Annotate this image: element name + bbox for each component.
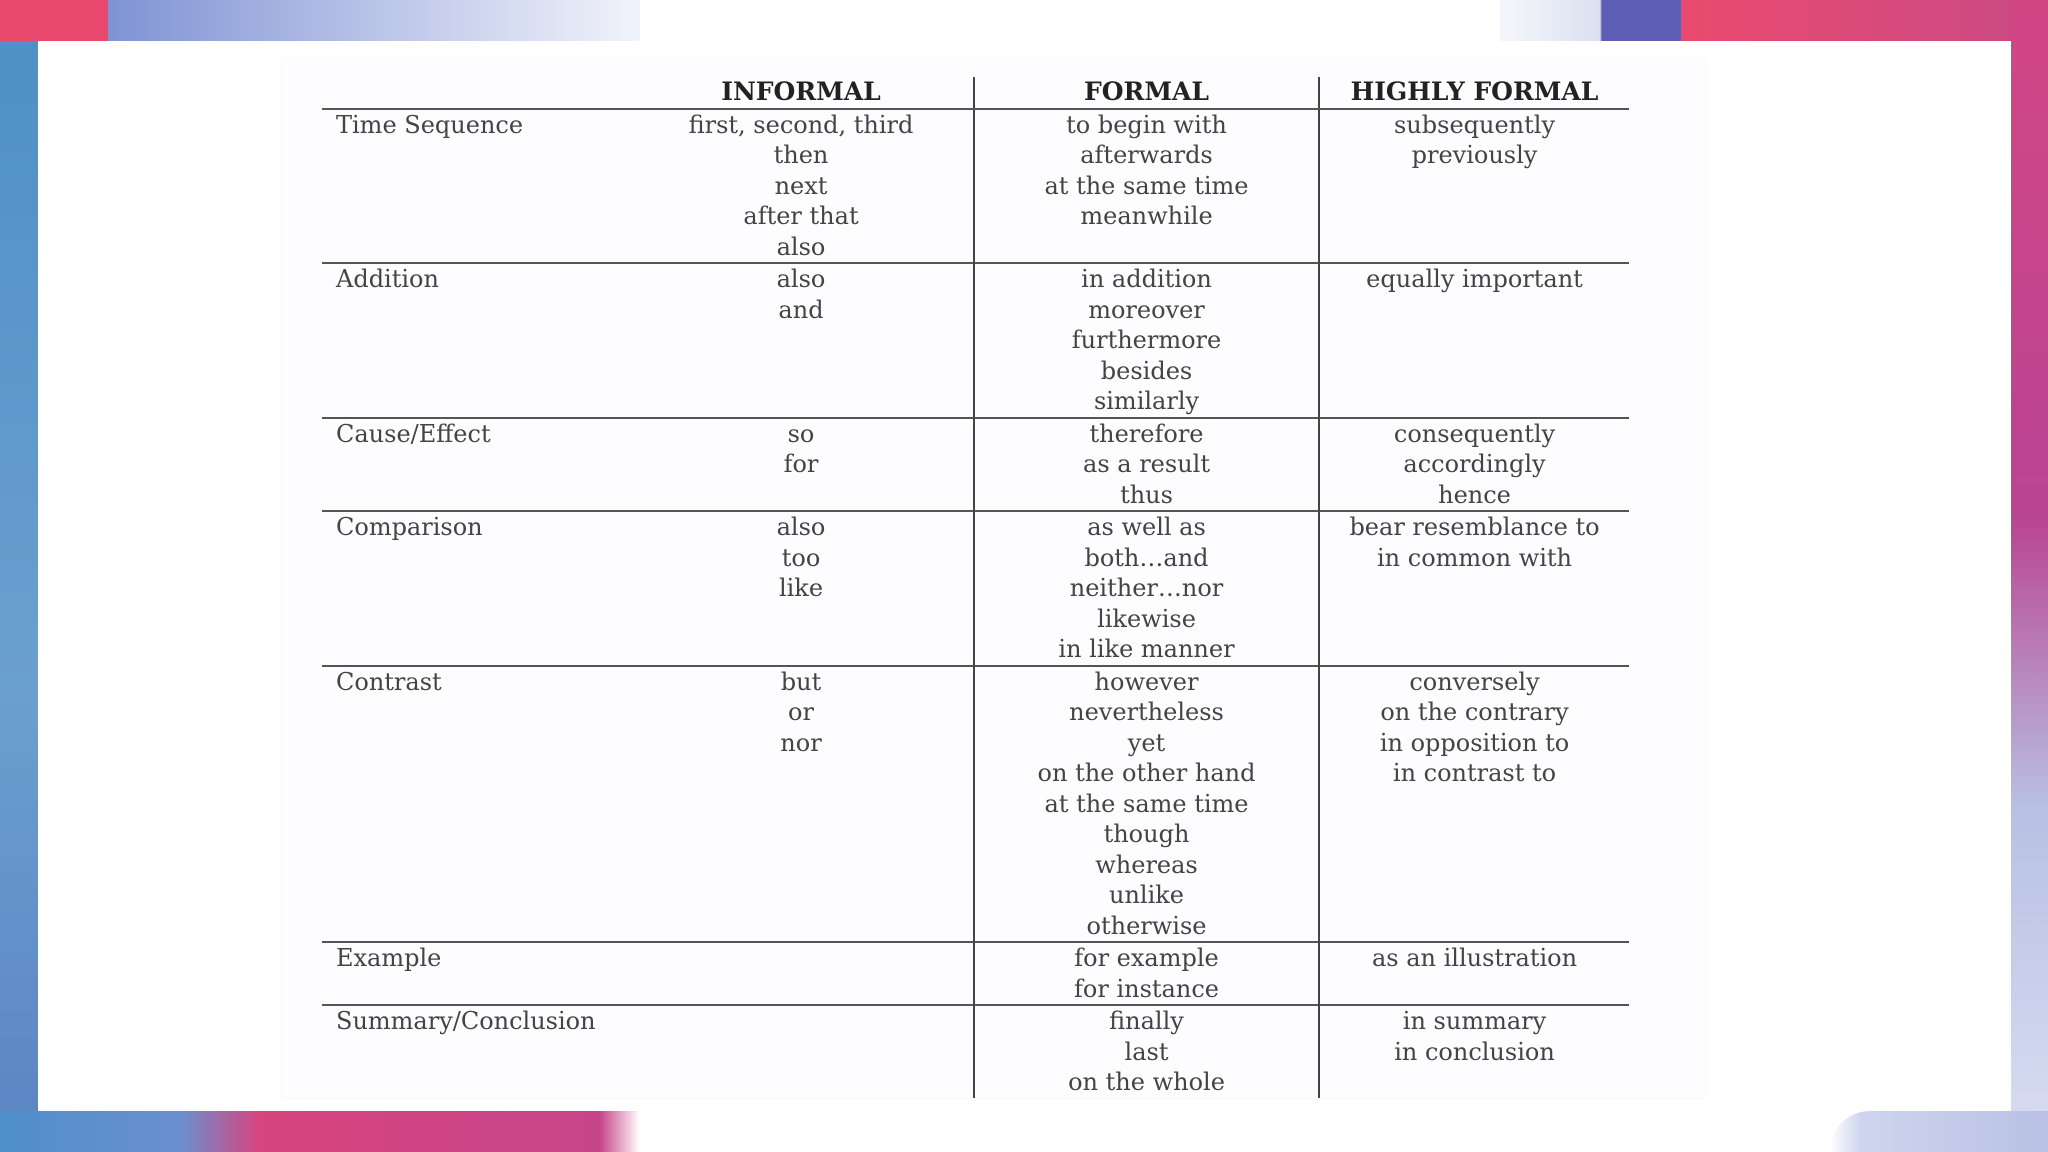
phrase: also [776,232,826,261]
informal-cell [629,109,974,264]
phrase: next [774,171,828,200]
decorative-top-right-band [1500,0,2048,41]
formal-cell [974,109,1319,264]
formal-cell [974,418,1319,512]
category-cell: Time Sequence [322,109,629,264]
decorative-left-band [0,0,40,1152]
phrase: whereas [1095,850,1198,879]
informal-cell [629,418,974,512]
phrase: nor [780,728,822,757]
table-row [322,511,1629,666]
informal-cell [629,666,974,943]
phrase: in like manner [1058,635,1235,663]
transition-words-table [322,77,1629,1098]
phrase: for [783,450,819,478]
phrase: at the same time [1044,171,1249,200]
informal-cell [629,1005,974,1098]
phrase: first, second, third [688,110,914,139]
table-row [322,109,1629,264]
phrase: besides [1100,356,1193,385]
table-row [322,418,1629,512]
header-category [322,77,629,109]
phrase: consequently [1393,419,1556,448]
phrase: therefore [1089,419,1204,448]
phrase: last [1124,1037,1169,1066]
category-cell: Addition [322,263,629,418]
header-formal: FORMAL [974,77,1319,109]
phrase: accordingly [1403,450,1546,478]
phrase: likewise [1097,604,1196,633]
decorative-top-left-band [0,0,640,41]
decorative-bottom-right-band [1830,1111,2048,1152]
phrase: too [781,543,821,572]
phrase: both…and [1084,543,1209,572]
phrase: thus [1120,480,1173,509]
phrase: similarly [1093,387,1200,415]
phrase: like [778,574,824,602]
phrase: on the whole [1068,1068,1225,1096]
table-header-row [322,77,1629,109]
phrase: in addition [1081,265,1212,293]
phrase: in contrast to [1392,759,1557,787]
phrase: in opposition to [1379,728,1570,757]
highly-formal-cell [1319,109,1629,264]
category-cell: Summary/Conclusion [322,1005,629,1098]
phrase: subsequently [1393,110,1555,139]
phrase: or [788,698,814,726]
decorative-bottom-left-band [0,1111,700,1152]
phrase: meanwhile [1080,202,1213,230]
phrase: so [787,419,815,448]
phrase: otherwise [1086,911,1207,940]
phrase: though [1103,820,1190,848]
phrase: in common with [1376,543,1573,572]
highly-formal-cell [1319,942,1629,1005]
category-cell: Cause/Effect [322,418,629,512]
phrase: also [776,513,826,541]
informal-cell [629,263,974,418]
table-row [322,942,1629,1005]
highly-formal-cell [1319,418,1629,512]
phrase: unlike [1108,881,1184,909]
informal-cell [629,942,974,1005]
highly-formal-cell [1319,1005,1629,1098]
phrase: as a result [1083,450,1210,478]
phrase: as an illustration [1371,944,1578,972]
phrase: previously [1411,141,1538,169]
phrase: furthermore [1071,326,1222,354]
header-highly-formal: HIGHLY FORMAL [1319,77,1629,109]
table-row [322,263,1629,418]
phrase: equally important [1366,265,1583,293]
phrase: and [778,295,824,324]
phrase: afterwards [1080,141,1213,169]
table-row [322,666,1629,943]
phrase: bear resemblance to [1349,513,1600,541]
phrase: yet [1127,728,1166,757]
phrase: conversely [1409,667,1540,696]
formal-cell [974,942,1319,1005]
phrase: on the other hand [1037,759,1256,787]
category-cell: Contrast [322,666,629,943]
phrase: at the same time [1044,789,1249,818]
highly-formal-cell [1319,666,1629,943]
phrase: finally [1109,1007,1184,1035]
category-cell: Comparison [322,511,629,666]
informal-cell [629,511,974,666]
category-cell: Example [322,942,629,1005]
phrase: for example [1074,944,1219,972]
table-row [322,1005,1629,1098]
decorative-right-band [2011,0,2048,1152]
phrase: also [776,265,826,293]
phrase: neither…nor [1069,574,1224,602]
phrase: however [1094,667,1199,696]
header-informal: INFORMAL [629,77,974,109]
table-body [322,109,1629,1099]
phrase: moreover [1088,295,1205,324]
formal-cell [974,511,1319,666]
phrase: in conclusion [1394,1037,1555,1066]
phrase: on the contrary [1380,698,1569,726]
phrase: then [773,141,829,169]
highly-formal-cell [1319,511,1629,666]
formal-cell [974,1005,1319,1098]
formal-cell [974,263,1319,418]
phrase: in summary [1402,1007,1547,1035]
phrase: nevertheless [1069,698,1224,726]
highly-formal-cell [1319,263,1629,418]
formal-cell [974,666,1319,943]
phrase: to begin with [1066,110,1227,139]
phrase: as well as [1087,513,1206,541]
phrase: for instance [1074,974,1219,1003]
phrase: hence [1438,480,1511,509]
phrase: after that [743,202,859,230]
phrase: but [780,667,822,696]
